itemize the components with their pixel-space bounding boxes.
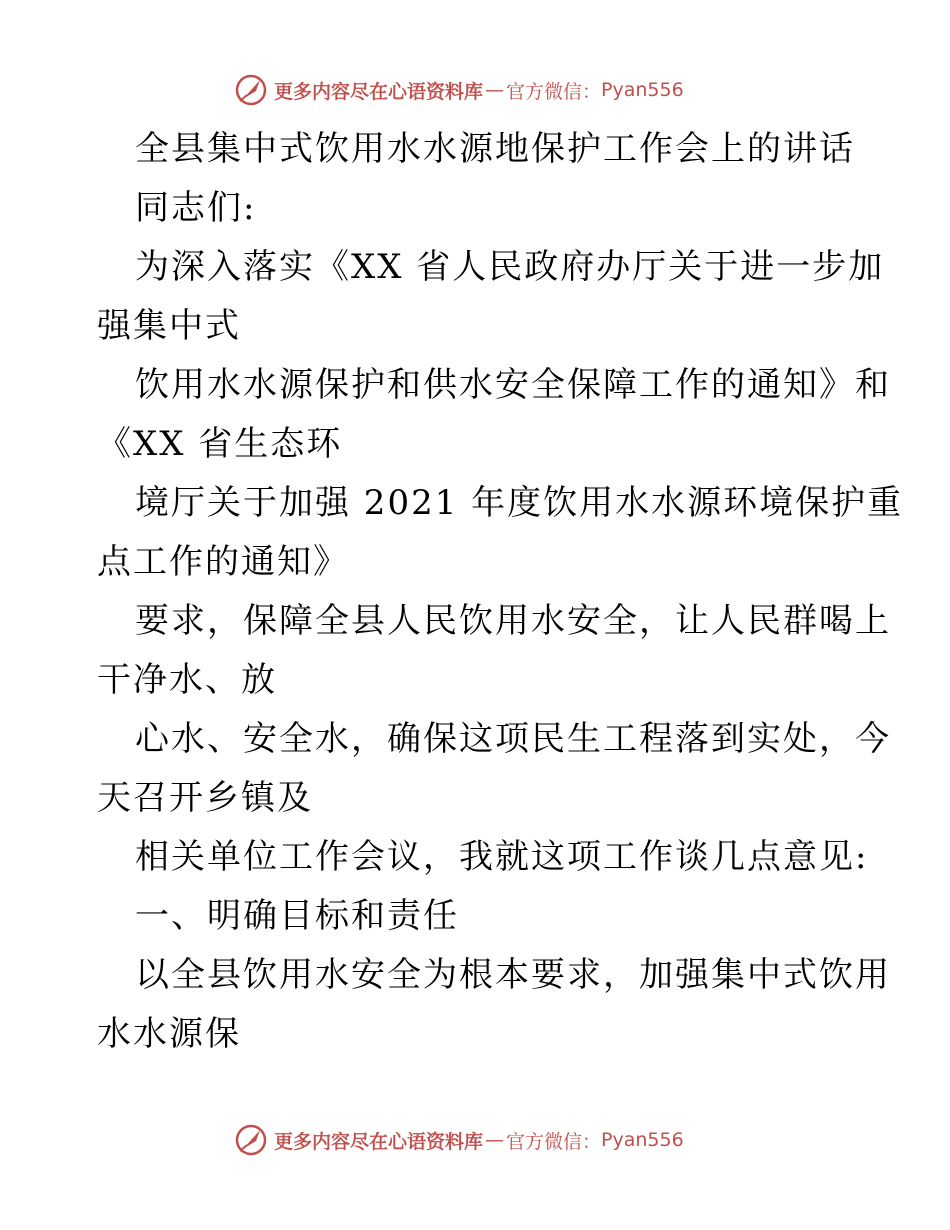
- paragraph-line: 相关单位工作会议，我就这项工作谈几点意见:: [135, 837, 869, 877]
- quill-logo-icon: [234, 73, 268, 107]
- banner-secondary-text: 官方微信：: [506, 1130, 602, 1153]
- paragraph-line: 以全县饮用水安全为根本要求，加强集中式饮用: [135, 955, 891, 995]
- section-heading: 一、明确目标和责任: [135, 896, 459, 936]
- paragraph-line: 饮用水水源保护和供水安全保障工作的通知》和: [135, 365, 891, 405]
- paragraph-line: 为深入落实《XX 省人民政府办厅关于进一步加: [135, 247, 885, 287]
- banner-secondary-text: 官方微信：: [506, 80, 602, 103]
- banner-separator: —: [485, 1129, 505, 1151]
- salutation: 同志们:: [135, 188, 257, 228]
- paragraph-line: 《XX 省生态环: [97, 424, 343, 464]
- paragraph-line: 境厅关于加强 2021 年度饮用水水源环境保护重: [135, 483, 904, 523]
- banner-wechat-id: Pyan556: [601, 79, 684, 101]
- banner-main-text: 更多内容尽在心语资料库: [274, 80, 484, 103]
- header-banner: [234, 70, 684, 110]
- paragraph-line: 点工作的通知》: [97, 542, 349, 582]
- quill-logo-icon: [234, 1123, 268, 1157]
- paragraph-line: 天召开乡镇及: [97, 778, 313, 818]
- banner-wechat-id: Pyan556: [601, 1129, 684, 1151]
- paragraph-line: 水水源保: [97, 1014, 241, 1054]
- paragraph-line: 强集中式: [97, 306, 241, 346]
- paragraph-line: 干净水、放: [97, 660, 277, 700]
- banner-separator: —: [485, 79, 505, 101]
- document-title: 全县集中式饮用水水源地保护工作会上的讲话: [135, 129, 855, 169]
- paragraph-line: 心水、安全水，确保这项民生工程落到实处，今: [135, 719, 891, 759]
- paragraph-line: 要求，保障全县人民饮用水安全，让人民群喝上: [135, 601, 891, 641]
- document-body: [97, 120, 904, 1064]
- banner-main-text: 更多内容尽在心语资料库: [274, 1130, 484, 1153]
- footer-banner: [234, 1120, 684, 1160]
